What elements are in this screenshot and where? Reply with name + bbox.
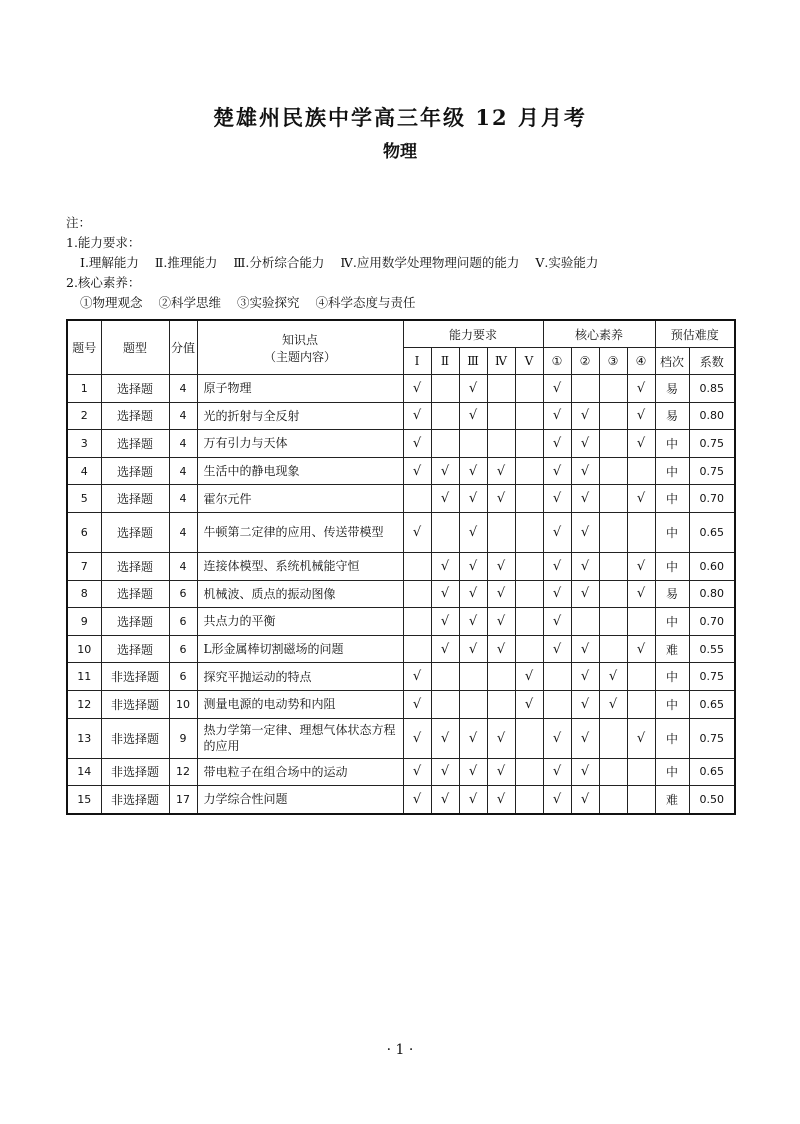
header-knowledge-sub: （主题内容）: [263, 349, 336, 364]
cell-ability-check: [515, 457, 543, 485]
cell-score: 4: [169, 402, 197, 430]
cell-core-check: √: [543, 580, 571, 608]
cell-ability-check: [487, 402, 515, 430]
cell-ability-check: √: [431, 786, 459, 814]
cell-coef: 0.70: [689, 608, 735, 636]
cell-core-check: [599, 552, 627, 580]
header-coef: 系数: [689, 348, 735, 375]
cell-topic: 测量电源的电动势和内阻: [197, 690, 403, 718]
ability-item: Ⅴ.实验能力: [535, 255, 599, 270]
cell-no: 6: [67, 512, 101, 552]
cell-ability-check: [431, 430, 459, 458]
notes-block: [66, 213, 598, 313]
cell-ability-check: [403, 635, 431, 663]
cell-ability-check: [403, 485, 431, 513]
cell-type: 选择题: [101, 375, 169, 403]
cell-score: 4: [169, 512, 197, 552]
cell-level: 易: [655, 580, 689, 608]
cell-core-check: √: [627, 402, 655, 430]
cell-core-check: √: [571, 758, 599, 786]
cell-core-check: √: [543, 552, 571, 580]
cell-topic: 机械波、质点的振动图像: [197, 580, 403, 608]
cell-ability-check: [487, 663, 515, 691]
ability-list: [66, 253, 598, 273]
cell-ability-check: √: [403, 758, 431, 786]
cell-core-check: √: [543, 430, 571, 458]
table-row: [67, 786, 735, 814]
cell-topic: 力学综合性问题: [197, 786, 403, 814]
cell-core-check: √: [571, 402, 599, 430]
cell-type: 非选择题: [101, 690, 169, 718]
header-type: 题型: [101, 320, 169, 375]
cell-ability-check: √: [459, 786, 487, 814]
cell-ability-check: √: [403, 718, 431, 758]
cell-ability-check: √: [459, 512, 487, 552]
cell-ability-check: √: [459, 375, 487, 403]
cell-core-check: √: [543, 485, 571, 513]
cell-core-check: √: [571, 580, 599, 608]
cell-level: 中: [655, 552, 689, 580]
cell-core-check: √: [543, 635, 571, 663]
ability-item: Ⅳ.应用数学处理物理问题的能力: [340, 255, 520, 270]
cell-ability-check: √: [487, 758, 515, 786]
cell-ability-check: [515, 402, 543, 430]
cell-no: 7: [67, 552, 101, 580]
cell-core-check: [571, 608, 599, 636]
cell-core-check: √: [571, 663, 599, 691]
cell-core-check: √: [571, 485, 599, 513]
cell-ability-check: [487, 512, 515, 552]
cell-ability-check: √: [515, 663, 543, 691]
cell-ability-check: √: [431, 635, 459, 663]
cell-core-check: √: [543, 375, 571, 403]
cell-ability-check: √: [431, 552, 459, 580]
ability-item: Ⅱ.推理能力: [154, 255, 218, 270]
cell-core-check: √: [543, 512, 571, 552]
cell-core-check: [627, 758, 655, 786]
cell-core-check: [543, 663, 571, 691]
cell-type: 非选择题: [101, 786, 169, 814]
cell-core-check: √: [571, 430, 599, 458]
cell-ability-check: √: [403, 786, 431, 814]
cell-ability-check: [431, 402, 459, 430]
table-row: [67, 375, 735, 403]
cell-type: 选择题: [101, 552, 169, 580]
header-level: 档次: [655, 348, 689, 375]
table-row: [67, 608, 735, 636]
cell-type: 选择题: [101, 512, 169, 552]
header-core-col: ①: [543, 348, 571, 375]
header-no: 题号: [67, 320, 101, 375]
cell-ability-check: [515, 580, 543, 608]
cell-ability-check: √: [487, 485, 515, 513]
subject-title: 物理: [383, 142, 417, 162]
cell-core-check: [599, 457, 627, 485]
cell-core-check: √: [571, 690, 599, 718]
cell-ability-check: [515, 758, 543, 786]
table-body: [67, 375, 735, 814]
cell-core-check: [599, 485, 627, 513]
header-core-col: ③: [599, 348, 627, 375]
cell-core-check: √: [543, 786, 571, 814]
cell-score: 4: [169, 552, 197, 580]
cell-score: 6: [169, 635, 197, 663]
cell-level: 中: [655, 608, 689, 636]
cell-type: 选择题: [101, 457, 169, 485]
table-row: [67, 718, 735, 758]
cell-ability-check: √: [431, 457, 459, 485]
cell-core-check: [599, 580, 627, 608]
cell-ability-check: √: [487, 580, 515, 608]
cell-core-check: [599, 608, 627, 636]
cell-ability-check: √: [459, 552, 487, 580]
header-core-group: 核心素养: [543, 320, 655, 348]
cell-no: 5: [67, 485, 101, 513]
cell-ability-check: √: [431, 718, 459, 758]
cell-core-check: √: [543, 758, 571, 786]
cell-ability-check: √: [403, 512, 431, 552]
cell-type: 选择题: [101, 430, 169, 458]
cell-score: 4: [169, 485, 197, 513]
cell-core-check: [599, 718, 627, 758]
cell-coef: 0.65: [689, 690, 735, 718]
cell-type: 非选择题: [101, 663, 169, 691]
cell-ability-check: √: [459, 608, 487, 636]
cell-score: 6: [169, 608, 197, 636]
page-title: 楚雄州民族中学高三年级 12 月月考: [213, 105, 587, 130]
cell-core-check: √: [627, 375, 655, 403]
exam-spec-table: [66, 319, 736, 815]
cell-ability-check: √: [459, 718, 487, 758]
table-row: [67, 552, 735, 580]
cell-topic: 带电粒子在组合场中的运动: [197, 758, 403, 786]
cell-ability-check: [403, 552, 431, 580]
notes-label: 注：: [66, 215, 92, 230]
cell-core-check: [599, 635, 627, 663]
cell-ability-check: √: [459, 485, 487, 513]
cell-level: 中: [655, 690, 689, 718]
table-row: [67, 580, 735, 608]
cell-ability-check: √: [459, 402, 487, 430]
cell-ability-check: √: [431, 580, 459, 608]
core-item: ④科学态度与责任: [315, 295, 416, 310]
cell-topic: 共点力的平衡: [197, 608, 403, 636]
cell-score: 6: [169, 580, 197, 608]
cell-ability-check: √: [487, 608, 515, 636]
cell-level: 中: [655, 512, 689, 552]
cell-ability-check: √: [459, 457, 487, 485]
cell-ability-check: √: [403, 375, 431, 403]
cell-no: 4: [67, 457, 101, 485]
cell-no: 11: [67, 663, 101, 691]
cell-ability-check: √: [487, 786, 515, 814]
table-row: [67, 430, 735, 458]
cell-ability-check: √: [403, 690, 431, 718]
core-item: ②科学思维: [158, 295, 222, 310]
cell-core-check: √: [543, 608, 571, 636]
cell-no: 10: [67, 635, 101, 663]
page-number: · 1 ·: [386, 1042, 414, 1058]
cell-ability-check: [459, 690, 487, 718]
cell-type: 非选择题: [101, 718, 169, 758]
cell-score: 9: [169, 718, 197, 758]
cell-coef: 0.60: [689, 552, 735, 580]
ability-item: Ⅲ.分析综合能力: [233, 255, 325, 270]
cell-topic: 热力学第一定律、理想气体状态方程的应用: [197, 718, 403, 758]
cell-core-check: √: [543, 718, 571, 758]
cell-topic: 万有引力与天体: [197, 430, 403, 458]
cell-core-check: [599, 758, 627, 786]
cell-no: 3: [67, 430, 101, 458]
cell-type: 选择题: [101, 635, 169, 663]
cell-core-check: √: [571, 552, 599, 580]
cell-coef: 0.75: [689, 663, 735, 691]
cell-core-check: [627, 690, 655, 718]
table-row: [67, 457, 735, 485]
header-core-col: ④: [627, 348, 655, 375]
cell-level: 中: [655, 430, 689, 458]
cell-core-check: √: [599, 663, 627, 691]
cell-type: 选择题: [101, 580, 169, 608]
cell-topic: 生活中的静电现象: [197, 457, 403, 485]
cell-ability-check: √: [459, 758, 487, 786]
cell-score: 6: [169, 663, 197, 691]
cell-coef: 0.75: [689, 718, 735, 758]
core-heading: 2.核心素养：: [66, 275, 141, 290]
cell-ability-check: √: [431, 758, 459, 786]
cell-core-check: [627, 786, 655, 814]
cell-core-check: [599, 402, 627, 430]
cell-topic: 原子物理: [197, 375, 403, 403]
table-row: [67, 402, 735, 430]
header-knowledge: [197, 320, 403, 375]
cell-ability-check: [431, 690, 459, 718]
cell-no: 2: [67, 402, 101, 430]
core-item: ①物理观念: [80, 295, 143, 310]
header-ability-col: Ⅰ: [403, 348, 431, 375]
header-ability-col: Ⅳ: [487, 348, 515, 375]
cell-ability-check: √: [459, 580, 487, 608]
cell-core-check: √: [627, 635, 655, 663]
cell-ability-check: [431, 663, 459, 691]
cell-core-check: [627, 457, 655, 485]
cell-coef: 0.65: [689, 758, 735, 786]
table-row: [67, 663, 735, 691]
table-row: [67, 758, 735, 786]
cell-core-check: √: [571, 635, 599, 663]
cell-ability-check: [487, 375, 515, 403]
cell-core-check: [599, 375, 627, 403]
cell-no: 15: [67, 786, 101, 814]
cell-no: 1: [67, 375, 101, 403]
cell-core-check: √: [571, 786, 599, 814]
cell-no: 13: [67, 718, 101, 758]
cell-level: 中: [655, 758, 689, 786]
cell-score: 4: [169, 457, 197, 485]
cell-level: 易: [655, 375, 689, 403]
cell-ability-check: √: [459, 635, 487, 663]
cell-coef: 0.85: [689, 375, 735, 403]
cell-core-check: √: [543, 457, 571, 485]
cell-ability-check: [515, 552, 543, 580]
cell-type: 选择题: [101, 402, 169, 430]
cell-level: 中: [655, 457, 689, 485]
table-row: [67, 635, 735, 663]
cell-core-check: √: [571, 718, 599, 758]
cell-core-check: √: [627, 718, 655, 758]
cell-core-check: [627, 608, 655, 636]
cell-type: 选择题: [101, 608, 169, 636]
cell-ability-check: [431, 375, 459, 403]
cell-core-check: [599, 786, 627, 814]
cell-core-check: [543, 690, 571, 718]
table-row: [67, 485, 735, 513]
cell-coef: 0.65: [689, 512, 735, 552]
cell-ability-check: [515, 635, 543, 663]
cell-core-check: [571, 375, 599, 403]
table-row: [67, 690, 735, 718]
cell-ability-check: √: [487, 718, 515, 758]
cell-ability-check: [515, 430, 543, 458]
cell-score: 4: [169, 375, 197, 403]
cell-core-check: √: [627, 552, 655, 580]
header-difficulty-group: 预估难度: [655, 320, 735, 348]
cell-ability-check: [515, 718, 543, 758]
cell-ability-check: √: [487, 635, 515, 663]
cell-type: 选择题: [101, 485, 169, 513]
cell-no: 12: [67, 690, 101, 718]
cell-ability-check: [403, 608, 431, 636]
cell-core-check: √: [627, 485, 655, 513]
cell-core-check: √: [627, 430, 655, 458]
cell-coef: 0.80: [689, 580, 735, 608]
cell-ability-check: √: [515, 690, 543, 718]
header-score: 分值: [169, 320, 197, 375]
cell-core-check: √: [571, 512, 599, 552]
cell-ability-check: [459, 430, 487, 458]
cell-ability-check: [431, 512, 459, 552]
cell-no: 9: [67, 608, 101, 636]
cell-ability-check: [403, 580, 431, 608]
cell-coef: 0.50: [689, 786, 735, 814]
cell-ability-check: [459, 663, 487, 691]
cell-topic: L形金属棒切割磁场的问题: [197, 635, 403, 663]
cell-coef: 0.80: [689, 402, 735, 430]
cell-level: 中: [655, 663, 689, 691]
cell-score: 4: [169, 430, 197, 458]
cell-ability-check: √: [487, 552, 515, 580]
cell-ability-check: [515, 375, 543, 403]
cell-core-check: [599, 512, 627, 552]
cell-level: 易: [655, 402, 689, 430]
cell-core-check: √: [627, 580, 655, 608]
cell-level: 中: [655, 485, 689, 513]
cell-score: 12: [169, 758, 197, 786]
core-item: ③实验探究: [237, 295, 300, 310]
cell-score: 17: [169, 786, 197, 814]
header-ability-col: Ⅱ: [431, 348, 459, 375]
cell-ability-check: [515, 512, 543, 552]
cell-coef: 0.70: [689, 485, 735, 513]
cell-ability-check: [515, 786, 543, 814]
cell-ability-check: [515, 608, 543, 636]
cell-ability-check: [487, 690, 515, 718]
cell-ability-check: √: [431, 485, 459, 513]
cell-ability-check: [515, 485, 543, 513]
ability-item: Ⅰ.理解能力: [80, 255, 139, 270]
cell-core-check: [599, 430, 627, 458]
header-ability-group: 能力要求: [403, 320, 543, 348]
cell-level: 难: [655, 635, 689, 663]
header-ability-col: Ⅴ: [515, 348, 543, 375]
cell-no: 14: [67, 758, 101, 786]
cell-core-check: √: [571, 457, 599, 485]
cell-topic: 霍尔元件: [197, 485, 403, 513]
header-ability-col: Ⅲ: [459, 348, 487, 375]
cell-ability-check: √: [403, 402, 431, 430]
core-list: [66, 293, 598, 313]
header-knowledge-main: 知识点: [281, 332, 318, 347]
cell-coef: 0.55: [689, 635, 735, 663]
cell-no: 8: [67, 580, 101, 608]
cell-ability-check: √: [403, 430, 431, 458]
cell-core-check: [627, 512, 655, 552]
cell-topic: 探究平抛运动的特点: [197, 663, 403, 691]
cell-topic: 连接体模型、系统机械能守恒: [197, 552, 403, 580]
cell-type: 非选择题: [101, 758, 169, 786]
cell-coef: 0.75: [689, 457, 735, 485]
cell-ability-check: √: [431, 608, 459, 636]
cell-score: 10: [169, 690, 197, 718]
cell-coef: 0.75: [689, 430, 735, 458]
cell-level: 中: [655, 718, 689, 758]
cell-core-check: [627, 663, 655, 691]
header-core-col: ②: [571, 348, 599, 375]
cell-topic: 牛顿第二定律的应用、传送带模型: [197, 512, 403, 552]
ability-heading: 1.能力要求：: [66, 235, 141, 250]
cell-core-check: √: [599, 690, 627, 718]
cell-ability-check: √: [403, 663, 431, 691]
cell-core-check: √: [543, 402, 571, 430]
table-row: [67, 512, 735, 552]
cell-ability-check: [487, 430, 515, 458]
cell-ability-check: √: [487, 457, 515, 485]
cell-ability-check: √: [403, 457, 431, 485]
cell-topic: 光的折射与全反射: [197, 402, 403, 430]
cell-level: 难: [655, 786, 689, 814]
